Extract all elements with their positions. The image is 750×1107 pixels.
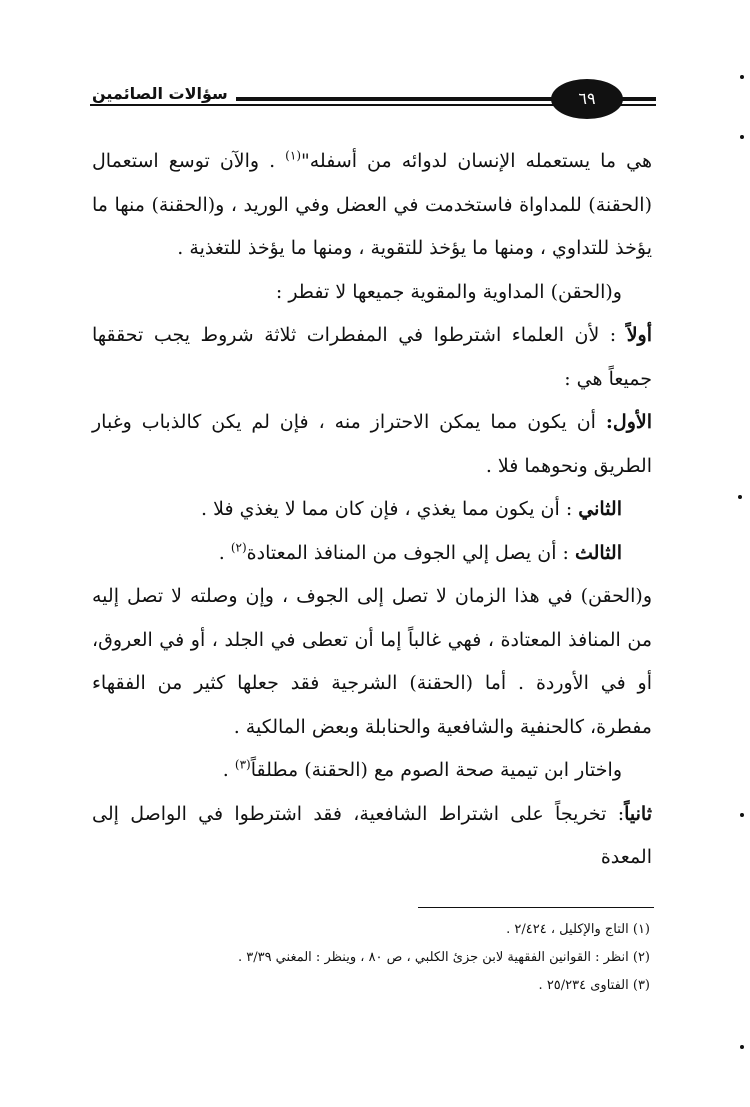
- p3-text: : لأن العلماء اشترطوا في المفطرات ثلاثة شروط يجب تحققها جميعاً هي :: [92, 324, 652, 390]
- main-text: [92, 140, 652, 880]
- footnote-3: (٣) الفتاوى ٢٥/٢٣٤ .: [538, 978, 650, 993]
- p6-text: : أن يصل إلي الجوف من المنافذ المعتادة: [246, 541, 575, 564]
- paragraph-4: [92, 401, 652, 488]
- point-first-label: أولاً: [626, 324, 652, 346]
- footnote-1: (١) التاج والإكليل ، ٢/٤٢٤ .: [506, 922, 650, 937]
- p4-text: أن يكون مما يمكن الاحتراز منه ، فإن لم يكن كالذباب وغبار الطريق ونحوهما فلا .: [92, 411, 652, 477]
- p9-text: : تخريجاً على اشتراط الشافعية، فقد اشترطوا في الواصل إلى المعدة: [92, 802, 652, 868]
- scan-speck: [740, 135, 744, 139]
- running-header: [90, 72, 656, 128]
- condition-1-label: الأول:: [605, 411, 652, 433]
- footnote-2: (٢) انظر : القوانين الفقهية لابن جزئ الكلبي ، ص ٨٠ ، وينظر : المغني ٣/٣٩ .: [237, 950, 650, 965]
- scan-speck: [740, 813, 744, 817]
- page-number: ٦٩: [551, 79, 623, 119]
- p5-text: : أن يكون مما يغذي ، فإن كان مما لا يغذي فلا .: [201, 498, 579, 520]
- footnote-ref-1: (١): [285, 148, 301, 163]
- p1-text: هي ما يستعمله الإنسان لدوائه من أسفله": [301, 150, 652, 172]
- paragraph-5: [92, 488, 652, 532]
- paragraph-1: [92, 140, 652, 271]
- condition-3-label: الثالث: [574, 541, 622, 564]
- paragraph-7: و(الحقن) في هذا الزمان لا تصل إلى الجوف ، وإن وصلته لا تصل إليه من المنافذ المعتادة ، فهي غالباً إما أن تعطى في الجلد ، أو في العروق، أو في الأوردة . أما (الحقنة) الشرجية فقد جعلها كثير من الفقهاء مفطرة، كالحنفية والشافعية والحنابلة وبعض المالكية .: [92, 585, 652, 738]
- paragraph-3: [92, 314, 652, 401]
- paragraph-2: و(الحقن) المداوية والمقوية جميعها لا تفطر :: [275, 280, 622, 303]
- footnotes: [180, 916, 650, 1000]
- paragraph-8: [92, 749, 652, 793]
- p1-rest: . والآن توسع استعمال (الحقنة) للمداواة فاستخدمت في العضل وفي الوريد ، و(الحقنة) منها ما يؤخذ للتداوي ، ومنها ما يؤخذ للتقوية ، ومنها ما يؤخذ للتغذية .: [92, 150, 652, 259]
- footnote-ref-3: (٣): [234, 757, 251, 772]
- scan-speck: [740, 75, 744, 79]
- p6-end: .: [218, 541, 231, 564]
- scan-speck: [740, 1045, 744, 1049]
- point-second-label: ثانياً: [624, 802, 652, 825]
- footnote-ref-2: (٢): [230, 540, 247, 555]
- condition-2-label: الثاني: [578, 498, 622, 520]
- footnote-separator: [418, 907, 654, 908]
- paragraph-9: [92, 793, 652, 880]
- p8-end: .: [222, 759, 235, 781]
- p8-text: واختار ابن تيمية صحة الصوم مع (الحقنة) مطلقاً: [250, 759, 622, 781]
- paragraph-6: [92, 532, 652, 576]
- book-title: سؤالات الصائمين: [90, 84, 236, 103]
- scan-speck: [738, 495, 742, 499]
